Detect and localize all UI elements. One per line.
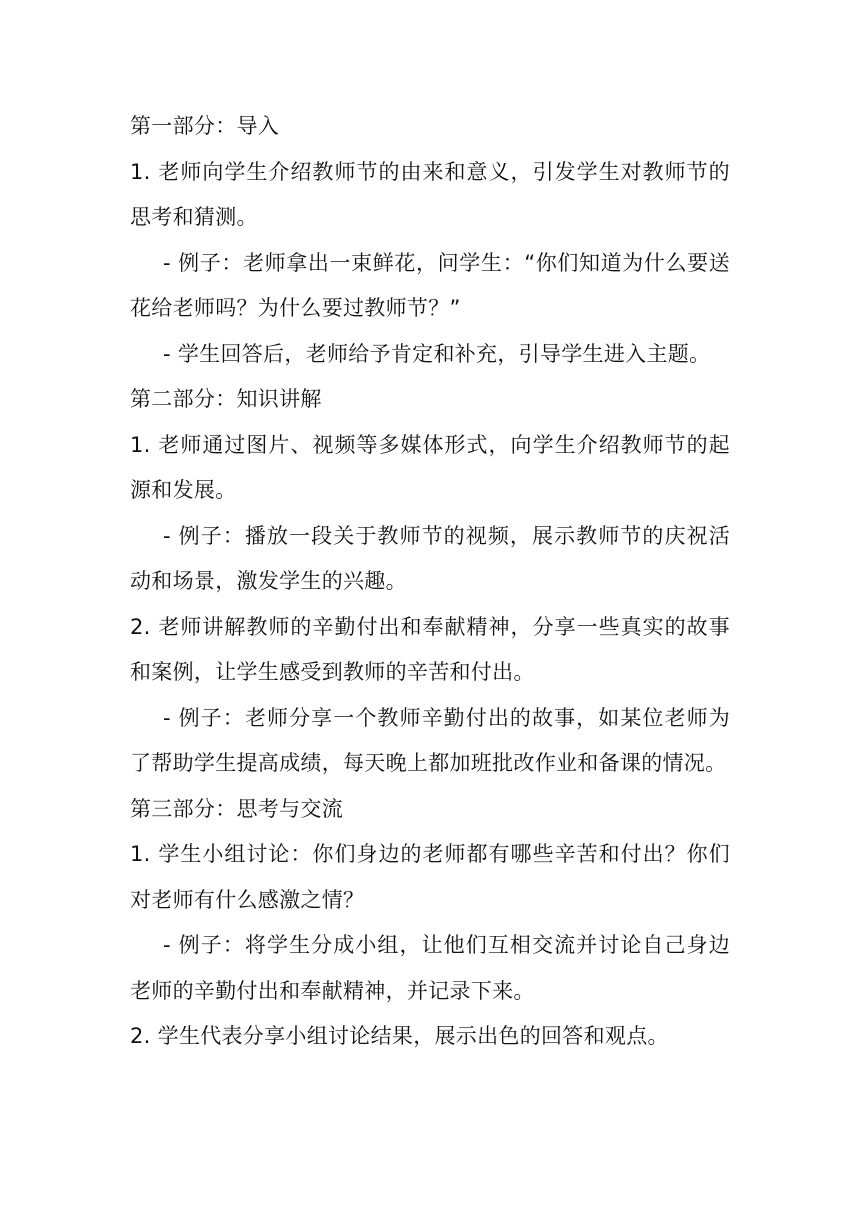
list-item: 1. 老师向学生介绍教师节的由来和意义，引发学生对教师节的思考和猜测。 [130, 159, 730, 229]
list-item: 1. 学生小组讨论：你们身边的老师都有哪些辛苦和付出？你们对老师有什么感激之情？ [130, 842, 730, 912]
example-item: - 例子：老师拿出一束鲜花，问学生：“你们知道为什么要送花给老师吗？为什么要过教师节？” [130, 250, 730, 320]
list-item: 2. 学生代表分享小组讨论结果，展示出色的回答和观点。 [130, 1024, 669, 1048]
list-item: 1. 老师通过图片、视频等多媒体形式，向学生介绍教师节的起源和发展。 [130, 432, 730, 502]
example-item: - 例子：将学生分成小组，让他们互相交流并讨论自己身边老师的辛勤付出和奉献精神，并记录下来。 [130, 933, 730, 1003]
example-item: - 学生回答后，老师给予肯定和补充，引导学生进入主题。 [163, 341, 711, 366]
section-heading-knowledge: 第二部分：知识讲解 [130, 387, 322, 411]
example-item: - 例子：播放一段关于教师节的视频，展示教师节的庆祝活动和场景，激发学生的兴趣。 [130, 523, 730, 593]
list-item: 2. 老师讲解教师的辛勤付出和奉献精神，分享一些真实的故事和案例，让学生感受到教师的辛苦和付出。 [130, 614, 730, 684]
section-heading-discussion: 第三部分：思考与交流 [130, 796, 343, 821]
example-item: - 例子：老师分享一个教师辛勤付出的故事，如某位老师为了帮助学生提高成绩，每天晚上都加班批改作业和备课的情况。 [130, 705, 730, 775]
section-heading-intro: 第一部分：导入 [130, 114, 280, 138]
document-page [130, 104, 730, 1060]
